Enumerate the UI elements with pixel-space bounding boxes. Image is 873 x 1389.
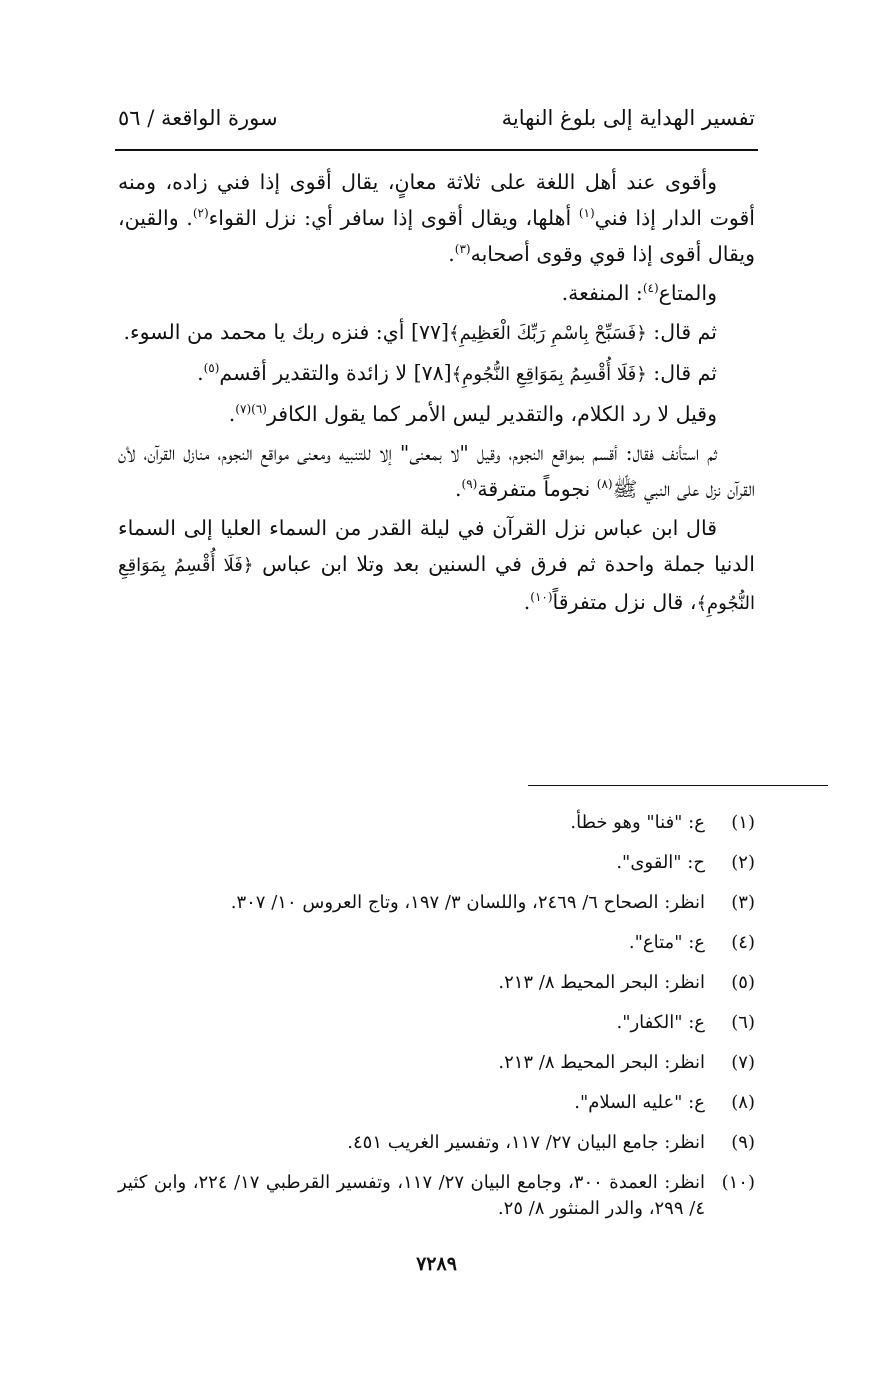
paragraph-3: ثم قال: ﴿فَسَبِّحْ بِاسْمِ رَبِّكَ الْعَظِيمِ﴾[٧٧] أي: فنزه ربك يا محمد من السوء.	[123, 320, 717, 344]
footnote-text: انظر: جامع البيان ٢٧/ ١١٧، وتفسير الغريب ٤٥١.	[347, 1132, 705, 1153]
main-text	[118, 164, 755, 625]
footnote-item	[118, 1010, 755, 1036]
page-number: ٧٢٨٩	[416, 1253, 457, 1275]
paragraph-6: ثم استأنف فقال: أقسم بمواقع النجوم، وقيل "لا بمعنى" إلا للتنبيه ومعنى مواقع النجوم، منازل القرآن، لأن القرآن نزل على النبي ﷺ$^{(٨)}$ نجوماً متفرقة$^{(٩)}$.	[118, 441, 755, 501]
footnote-text: انظر: الصحاح ٦/ ٢٤٦٩، واللسان ٣/ ١٩٧، وتاج العروس ١٠/ ٣٠٧.	[230, 892, 705, 913]
footnote-item	[118, 970, 755, 996]
surah-page-label: سورة الواقعة / ٥٦	[118, 106, 278, 130]
footnote-ref: (٣)	[454, 242, 471, 257]
running-header	[118, 100, 755, 140]
footnote-number: (٧)	[731, 1052, 755, 1073]
footnotes-list	[118, 810, 755, 1222]
footnote-item	[118, 1170, 755, 1222]
quran-verse: ﴿فَسَبِّحْ بِاسْمِ رَبِّكَ الْعَظِيمِ﴾	[449, 323, 647, 344]
footnote-text: ع: "متاع".	[628, 932, 705, 953]
footnote-text: ع: "فنا" وهو خطأ.	[570, 812, 705, 833]
footnotes-divider	[528, 785, 828, 786]
book-title: تفسير الهداية إلى بلوغ النهاية	[501, 106, 755, 130]
footnote-ref: (٦)(٧)	[235, 402, 267, 417]
footnote-ref: (٢)	[192, 206, 209, 221]
footnote-item	[118, 1130, 755, 1156]
footnote-text: ع: "عليه السلام".	[574, 1092, 705, 1113]
footnote-number: (٦)	[731, 1012, 755, 1033]
footnote-number: (١)	[731, 812, 755, 833]
footnote-item	[118, 810, 755, 836]
footnote-number: (١٠)	[721, 1172, 755, 1193]
footnote-ref: (٩)	[461, 477, 478, 492]
paragraph-4: ثم قال: ﴿فَلَا أُقْسِمُ بِمَوَاقِعِ النُّجُومِ﴾[٧٨] لا زائدة والتقدير أقسم$^{(٥)}$.	[197, 361, 717, 385]
paragraph-5: وقيل لا رد الكلام، والتقدير ليس الأمر كما يقول الكافر$^{(٦)(٧)}$.	[228, 402, 717, 426]
footnote-ref: (١)	[578, 206, 595, 221]
paragraph-7: قال ابن عباس نزل القرآن في ليلة القدر من السماء العليا إلى السماء الدنيا جملة واحدة ثم فرق في السنين بعد وتلا ابن عباس ﴿فَلَا أُقْسِمُ بِمَوَاقِعِ النُّجُومِ﴾، قال نزل متفرقاً$^{(١٠)}$.	[118, 516, 755, 614]
footnote-number: (٥)	[731, 972, 755, 993]
footnote-ref: (١٠)	[530, 590, 553, 605]
footnote-number: (٤)	[731, 932, 755, 953]
footnote-number: (٨)	[731, 1092, 755, 1113]
footnote-item	[118, 1090, 755, 1116]
footnote-number: (٢)	[731, 852, 755, 873]
footnote-item	[118, 930, 755, 956]
footnote-text: ح: "القوى".	[616, 852, 705, 873]
footnote-ref: (٥)	[203, 361, 220, 376]
header-divider	[115, 149, 758, 151]
paragraph-1: وأقوى عند أهل اللغة على ثلاثة معانٍ، يقال أقوى إذا فني زاده، ومنه أقوت الدار إذا فني$^{(١)}$ أهلها، ويقال أقوى إذا سافر أي: نزل القواء$^{(٢)}$. والقين، ويقال أقوى إذا قوي وقوى أصحابه$^{(٣)}$.	[118, 170, 755, 266]
footnote-ref: (٨)	[596, 477, 613, 492]
quran-verse: ﴿فَلَا أُقْسِمُ بِمَوَاقِعِ النُّجُومِ﴾	[451, 364, 647, 385]
paragraph-2: والمتاع$^{(٤)}$: المنفعة.	[561, 281, 717, 305]
footnote-item	[118, 850, 755, 876]
footnote-number: (٩)	[731, 1132, 755, 1153]
footnote-number: (٣)	[731, 892, 755, 913]
quran-verse: ﴿فَلَا أُقْسِمُ بِمَوَاقِعِ النُّجُومِ﴾	[118, 555, 755, 614]
footnote-text: انظر: العمدة ٣٠٠، وجامع البيان ٢٧/ ١١٧، وتفسير القرطبي ١٧/ ٢٢٤، وابن كثير ٤/ ٢٩٩، والدر المنثور ٨/ ٢٥.	[118, 1172, 705, 1219]
footnote-item	[118, 1050, 755, 1076]
footnote-text: ع: "الكفار".	[616, 1012, 705, 1033]
footnote-text: انظر: البحر المحيط ٨/ ٢١٣.	[498, 972, 705, 993]
footnote-text: انظر: البحر المحيط ٨/ ٢١٣.	[498, 1052, 705, 1073]
footnote-item	[118, 890, 755, 916]
footnote-ref: (٤)	[642, 281, 659, 296]
